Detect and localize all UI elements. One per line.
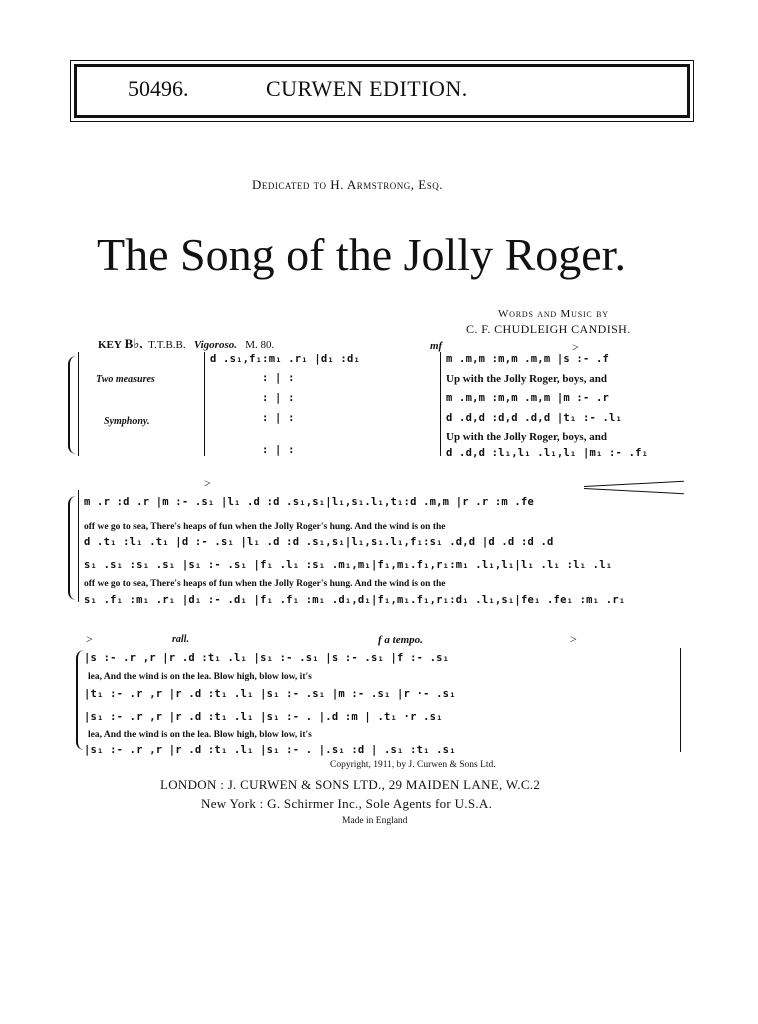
system1-tenor1: m .m,m :m,m .m,m |s :- .f xyxy=(446,353,610,365)
system2-brace xyxy=(68,496,76,600)
system1-barline-intro-end xyxy=(440,352,441,456)
publisher-newyork: New York : G. Schirmer Inc., Sole Agents for U.S.A. xyxy=(201,796,493,811)
system3-accent-2: > xyxy=(570,632,577,646)
intro-label-symphony: Symphony. xyxy=(104,416,150,427)
song-title: The Song of the Jolly Roger. xyxy=(97,229,626,280)
system1-tenor2: m .m,m :m,m .m,m |m :- .r xyxy=(446,392,610,404)
system3-barline-right xyxy=(680,648,681,752)
system1-brace xyxy=(68,356,76,454)
intro-rest-4: : | : xyxy=(262,444,295,456)
key-label: KEY xyxy=(98,339,122,351)
key-name: B♭. xyxy=(124,336,143,351)
system3-lyric-upper: lea, And the wind is on the lea. Blow high, blow low, it's xyxy=(88,672,312,682)
system3-tenor1: |s :- .r ,r |r .d :t₁ .l₁ |s₁ :- .s₁ |s :- .s₁ |f :- .s₁ xyxy=(84,652,450,664)
crescendo-hairpin-upper xyxy=(584,481,684,487)
a-tempo-marking: f a tempo. xyxy=(378,634,423,646)
copyright: Copyright, 1911, by J. Curwen & Sons Ltd. xyxy=(330,760,496,770)
system2-bass2: s₁ .f₁ :m₁ .r₁ |d₁ :- .d₁ |f₁ .f₁ :m₁ .d₁,d₁|f₁,m₁.f₁,r₁:d₁ .l₁,s₁|fe₁ .fe₁ :m₁ .r₁ xyxy=(84,594,626,606)
catalog-number: 50496. xyxy=(128,76,189,101)
dynamic-mf: mf xyxy=(430,340,443,352)
publisher-london: LONDON : J. CURWEN & SONS LTD., 29 MAIDEN LANE, W.C.2 xyxy=(160,777,541,792)
intro-rest-1: : | : xyxy=(262,372,295,384)
made-in-england: Made in England xyxy=(342,816,408,826)
system1-lyric-upper: Up with the Jolly Roger, boys, and xyxy=(446,373,607,385)
accent-mark: > xyxy=(572,340,579,354)
system3-bass1: |s₁ :- .r ,r |r .d :t₁ .l₁ |s₁ :- . |.d :m | .t₁ ·r .s₁ xyxy=(84,711,443,723)
system3-bass2: |s₁ :- .r ,r |r .d :t₁ .l₁ |s₁ :- . |.s₁ :d | .s₁ :t₁ .s₁ xyxy=(84,744,456,756)
system3-accent-1: > xyxy=(86,632,93,646)
system3-lyric-lower: lea, And the wind is on the lea. Blow high, blow low, it's xyxy=(88,730,312,740)
credit-line: Words and Music by xyxy=(498,308,609,320)
system1-bass1: d .d,d :d,d .d,d |t₁ :- .l₁ xyxy=(446,412,623,424)
system1-barline-left xyxy=(78,352,79,456)
system2-tenor2: d .t₁ :l₁ .t₁ |d :- .s₁ |l₁ .d :d .s₁,s₁|l₁,s₁.l₁,f₁:s₁ .d,d |d .d :d .d xyxy=(84,536,554,548)
system1-lyric-lower: Up with the Jolly Roger, boys, and xyxy=(446,431,607,443)
crescendo-hairpin-lower xyxy=(584,488,684,494)
voices: T.T.B.B. xyxy=(148,339,186,351)
metronome-marking: M. 80. xyxy=(245,339,275,351)
system1-bass2: d .d,d :l₁,l₁ .l₁,l₁ |m₁ :- .f₁ xyxy=(446,447,649,459)
edition-name: CURWEN EDITION. xyxy=(266,76,468,101)
intro-solfa: d .s₁,f₁:m₁ .r₁ |d₁ :d₁ xyxy=(210,353,360,365)
system2-barline-left xyxy=(78,490,79,602)
system2-accent: > xyxy=(204,476,211,490)
system1-divider xyxy=(204,352,205,456)
rall-marking: rall. xyxy=(172,634,189,645)
tempo-marking: Vigoroso. xyxy=(193,339,237,351)
system2-lyric-lower: off we go to sea, There's heaps of fun when the Jolly Roger's hung. And the wind is on the xyxy=(84,579,446,589)
dedication: Dedicated to H. Armstrong, Esq. xyxy=(252,177,443,192)
key-signature-line xyxy=(98,336,274,352)
system3-tenor2: |t₁ :- .r ,r |r .d :t₁ .l₁ |s₁ :- .s₁ |m :- .s₁ |r ·- .s₁ xyxy=(84,688,456,700)
system2-bass1: s₁ .s₁ :s₁ .s₁ |s₁ :- .s₁ |f₁ .l₁ :s₁ .m₁,m₁|f₁,m₁.f₁,r₁:m₁ .l₁,l₁|l₁ .l₁ :l₁ .l₁ xyxy=(84,559,613,571)
composer-name: C. F. CHUDLEIGH CANDISH. xyxy=(466,322,631,336)
intro-label-two-measures: Two measures xyxy=(96,374,155,385)
system3-brace xyxy=(76,650,84,750)
system2-lyric-upper: off we go to sea, There's heaps of fun when the Jolly Roger's hung. And the wind is on the xyxy=(84,522,446,532)
system2-tenor1: m .r :d .r |m :- .s₁ |l₁ .d :d .s₁,s₁|l₁,s₁.l₁,t₁:d .m,m |r .r :m .fe xyxy=(84,496,534,508)
intro-rest-2: : | : xyxy=(262,392,295,404)
intro-rest-3: : | : xyxy=(262,412,295,424)
